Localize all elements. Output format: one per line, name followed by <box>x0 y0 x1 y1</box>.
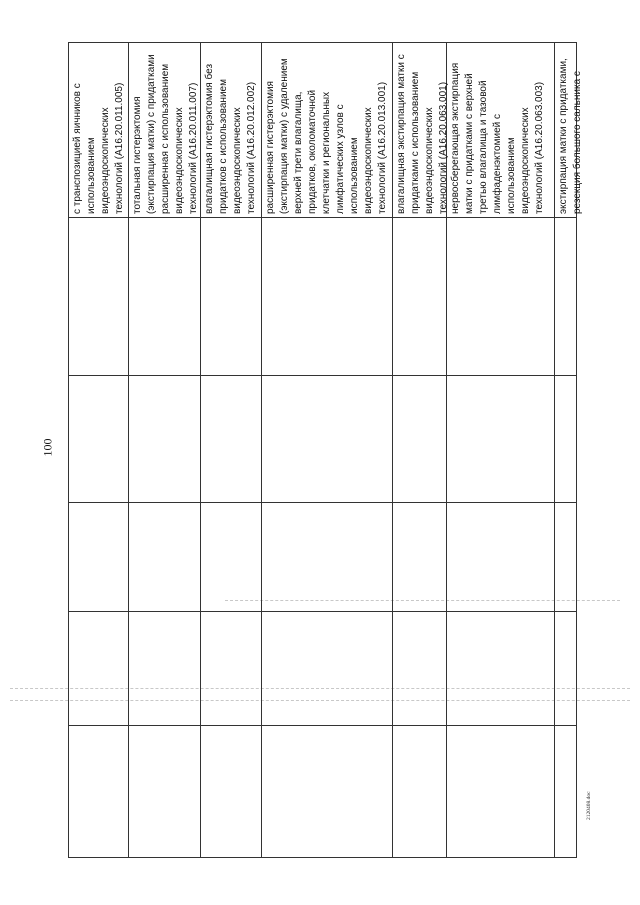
table-row <box>262 43 392 217</box>
table-rule <box>68 611 577 612</box>
document-id: 2120408.doc <box>586 791 592 820</box>
procedure-text: расширенная гистерэктомия (экстирпация матки) с удалением верхней трети влагалища, придатков, околоматочной клетчатки и региональных лимфатических узлов с использованием видеоэндоскопических технологий (A16.20.013.001) <box>265 58 388 214</box>
table-row <box>129 43 200 217</box>
procedure-text: влагалищная экстирпация матки с придатками с использованием видеоэндоскопических технологий (A16.20.063.001) <box>396 54 449 214</box>
procedure-text: с транспозицией яичников с использованием видеоэндоскопических технологий (A16.20.011.005) <box>72 82 125 214</box>
procedure-table <box>68 42 583 858</box>
procedure-text: влагалищная гистерэктомия без придатков с использованием видеоэндоскопических технологий (A16.20.012.002) <box>204 63 257 214</box>
table-rule <box>68 502 577 503</box>
table-border <box>68 857 577 858</box>
page-number: 100 <box>40 438 55 457</box>
table-row <box>555 43 583 217</box>
procedure-text: тотальная гистерэктомия (экстирпация матки) с придатками расширенная с использованием видеоэндоскопических технологий (A16.20.011.007) <box>132 54 199 214</box>
table-rule <box>68 217 577 218</box>
procedure-text: экстирпация матки с придатками, резекция большого сальника с <box>558 58 583 214</box>
table-row <box>201 43 261 217</box>
table-rule <box>68 725 577 726</box>
table-row <box>69 43 128 217</box>
procedure-text: нервосберегающая экстирпация матки с придатками с верхней третью влагалища и тазовой лимфаденэктомией с использованием видеоэндоскопических технологий (A16.20.063.003) <box>450 62 545 214</box>
table-row <box>393 43 449 217</box>
table-row <box>447 43 554 217</box>
table-rule <box>68 375 577 376</box>
